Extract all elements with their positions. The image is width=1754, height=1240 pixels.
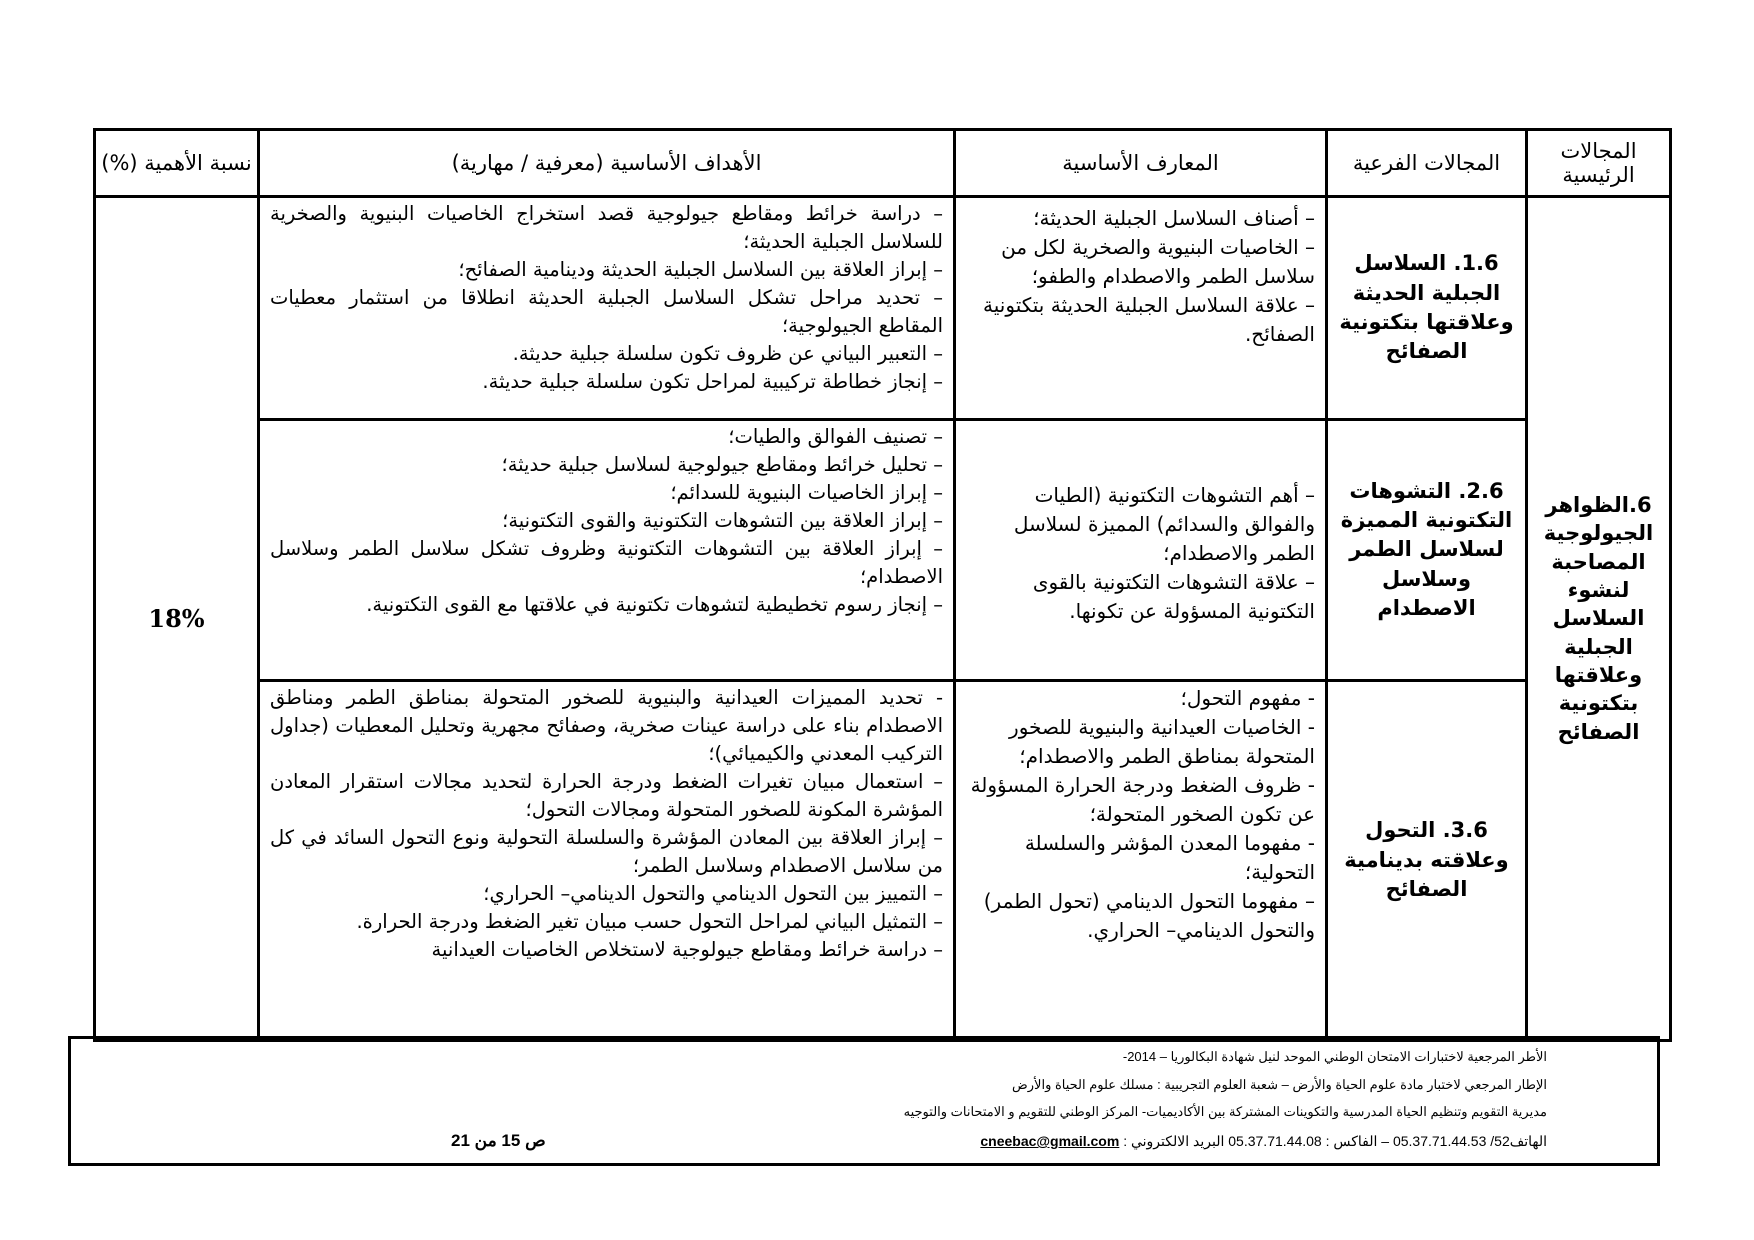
list-item: – أصناف السلاسل الجبلية الحديثة؛ — [1033, 206, 1315, 230]
list-item: – إبراز العلاقة بين المعادن المؤشرة والسلسلة التحولية ونوع التحول السائد في كل من سلاسل الاصطدام وسلاسل الطمر؛ — [270, 826, 943, 877]
knowledge-cell — [955, 420, 1327, 681]
objectives-list — [260, 682, 953, 964]
header-sub-domains: المجالات الفرعية — [1327, 130, 1527, 197]
list-item: - الخاصيات العيدانية والبنيوية للصخور المتحولة بمناطق الطمر والاصطدام؛ — [1009, 715, 1315, 768]
objectives-cell — [259, 420, 955, 681]
list-item: – التمثيل البياني لمراحل التحول حسب مبيان تغير الضغط ودرجة الحرارة. — [356, 910, 943, 933]
contact-info: الهاتف52/ 05.37.71.44.53 – الفاكس : 05.37.71.44.08 البريد الالكتروني : — [1123, 1133, 1547, 1149]
list-item: – إنجاز رسوم تخطيطية لتشوهات تكتونية في علاقتها مع القوى التكتونية. — [366, 593, 943, 616]
knowledge-cell — [955, 681, 1327, 1041]
footer-line: الأطر المرجعية لاختبارات الامتحان الوطني الموحد لنيل شهادة البكالوريا – 2014- — [1122, 1049, 1547, 1064]
footer-contact — [980, 1133, 1547, 1150]
page-number: ص 15 من 21 — [451, 1131, 546, 1150]
header-importance: نسبة الأهمية (%) — [95, 130, 259, 197]
table-row — [95, 420, 1671, 681]
header-row — [95, 130, 1671, 197]
objectives-list — [260, 421, 953, 619]
list-item: – التعبير البياني عن ظروف تكون سلسلة جبلية حديثة. — [512, 342, 943, 365]
header-objectives: الأهداف الأساسية (معرفية / مهارية) — [259, 130, 955, 197]
list-item: – علاقة التشوهات التكتونية بالقوى التكتونية المسؤولة عن تكونها. — [1032, 569, 1315, 623]
list-item: – إبراز الخاصيات البنيوية للسدائم؛ — [670, 481, 943, 504]
list-item: – استعمال مبيان تغيرات الضغط ودرجة الحرارة لتحديد مجالات استقرار المعادن المؤشرة المكونة للصخور المتحولة ومجالات التحول؛ — [270, 770, 943, 821]
list-item: - مفهوما المعدن المؤشر والسلسلة التحولية؛ — [1024, 831, 1315, 884]
list-item: - تحديد المميزات العيدانية والبنيوية للصخور المتحولة بمناطق الطمر ومناطق الاصطدام بناء على دراسة عينات صخرية، وصفائح مجهرية وتحليل المعطيات (جداول التركيب المعدني والكيميائي)؛ — [270, 686, 943, 765]
email-link[interactable]: cneebac@gmail.com — [980, 1133, 1120, 1149]
header-main-domains: المجالات الرئيسية — [1527, 130, 1671, 197]
list-item: - مفهوم التحول؛ — [1180, 686, 1315, 710]
list-item: – أهم التشوهات التكتونية (الطيات والفوالق والسدائم) المميزة لسلاسل الطمر والاصطدام؛ — [1013, 482, 1315, 565]
footer-line: الإطار المرجعي لاختبار مادة علوم الحياة والأرض – شعبة العلوم التجريبية : مسلك علوم الحياة والأرض — [1012, 1077, 1547, 1092]
list-item: – علاقة السلاسل الجبلية الحديثة بتكتونية الصفائح. — [983, 293, 1315, 346]
list-item: – إبراز العلاقة بين التشوهات التكتونية وظروف تشكل سلاسل الطمر وسلاسل الاصطدام؛ — [270, 537, 943, 588]
list-item: – مفهوما التحول الدينامي (تحول الطمر) والتحول الدينامي– الحراري. — [983, 889, 1315, 942]
sub-domain-cell: 2.6. التشوهات التكتونية المميزة لسلاسل الطمر وسلاسل الاصطدام — [1327, 420, 1527, 681]
list-item: – الخاصيات البنيوية والصخرية لكل من سلاسل الطمر والاصطدام والطفو؛ — [1001, 235, 1315, 288]
list-item: – دراسة خرائط ومقاطع جيولوجية قصد استخراج الخاصيات البنيوية والصخرية للسلاسل الجبلية الحديثة؛ — [270, 202, 943, 253]
knowledge-list — [956, 198, 1325, 349]
importance-cell: 18% — [95, 197, 259, 1041]
list-item: – تصنيف الفوالق والطيات؛ — [728, 425, 943, 448]
list-item: – دراسة خرائط ومقاطع جيولوجية لاستخلاص الخاصيات العيدانية — [431, 938, 943, 961]
table-row — [95, 197, 1671, 420]
objectives-cell — [259, 197, 955, 420]
list-item: – إبراز العلاقة بين التشوهات التكتونية والقوى التكتونية؛ — [502, 509, 943, 532]
list-item: – تحديد مراحل تشكل السلاسل الجبلية الحديثة انطلاقا من استثمار معطيات المقاطع الجيولوجية؛ — [270, 286, 943, 337]
list-item: - ظروف الضغط ودرجة الحرارة المسؤولة عن تكون الصخور المتحولة؛ — [970, 773, 1315, 826]
objectives-list — [260, 198, 953, 396]
header-knowledge: المعارف الأساسية — [955, 130, 1327, 197]
curriculum-table — [93, 128, 1672, 1042]
list-item: – التمييز بين التحول الدينامي والتحول الدينامي– الحراري؛ — [483, 882, 943, 905]
footer-line: مديرية التقويم وتنظيم الحياة المدرسية والتكوينات المشتركة بين الأكاديميات- المركز الوطني للتقويم و الامتحانات والتوجيه — [903, 1104, 1547, 1119]
sub-domain-cell: 3.6. التحول وعلاقته بدينامية الصفائح — [1327, 681, 1527, 1041]
knowledge-cell — [955, 197, 1327, 420]
knowledge-list — [956, 475, 1325, 626]
main-domain-cell: 6.الظواهر الجيولوجية المصاحبة لنشوء السلاسل الجبلية وعلاقتها بتكتونية الصفائح — [1527, 197, 1671, 1041]
knowledge-list — [956, 682, 1325, 945]
sub-domain-cell: 1.6. السلاسل الجبلية الحديثة وعلاقتها بتكتونية الصفائح — [1327, 197, 1527, 420]
objectives-cell — [259, 681, 955, 1041]
list-item: – إبراز العلاقة بين السلاسل الجبلية الحديثة ودينامية الصفائح؛ — [458, 258, 943, 281]
table-row — [95, 681, 1671, 1041]
list-item: – تحليل خرائط ومقاطع جيولوجية لسلاسل جبلية حديثة؛ — [501, 453, 943, 476]
page-footer — [68, 1036, 1660, 1166]
list-item: – إنجاز خطاطة تركيبية لمراحل تكون سلسلة جبلية حديثة. — [482, 370, 943, 393]
